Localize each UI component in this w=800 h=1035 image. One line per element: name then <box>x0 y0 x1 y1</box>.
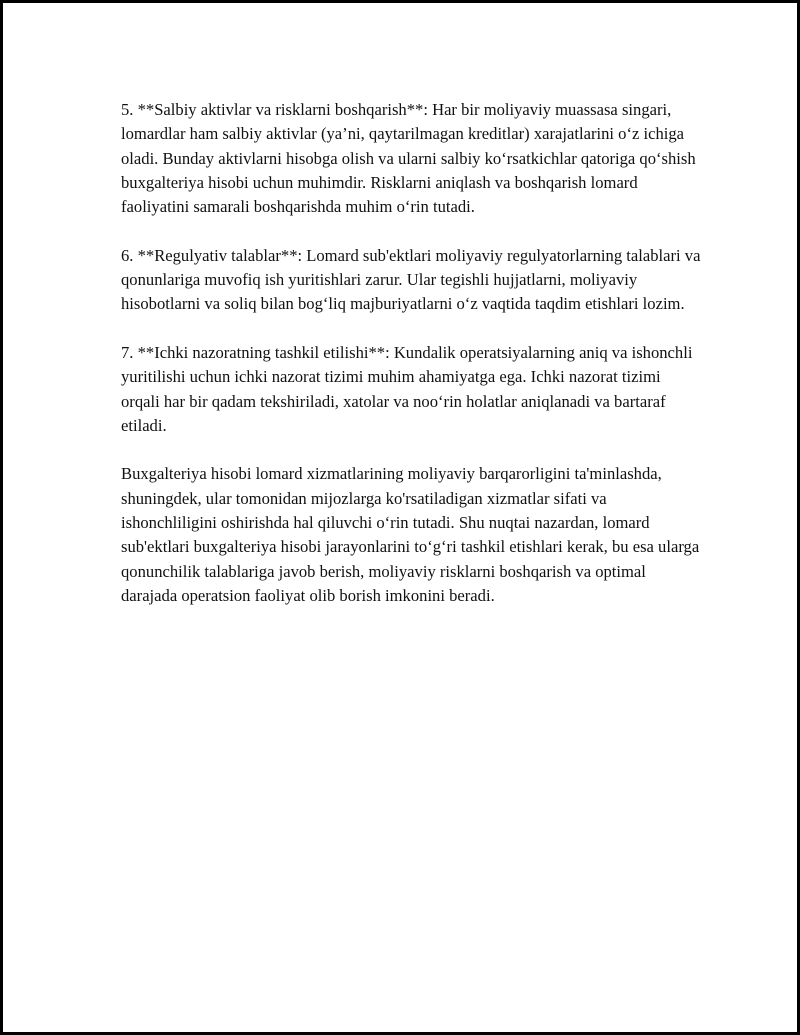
paragraph-conclusion: Buxgalteriya hisobi lomard xizmatlarining moliyaviy barqarorligini ta'minlashda, shuningdek, ular tomonidan mijozlarga ko'rsatiladigan xizmatlar sifati va ishonchliligini oshirishda hal qiluvchi o‘rin tutadi. Shu nuqtai nazardan, lomard sub'ektlari buxgalteriya hisobi jarayonlarini to‘g‘ri tashkil etishlari kerak, bu esa ularga qonunchilik talablariga javob berish, moliyaviy risklarni boshqarish va optimal darajada operatsion faoliyat olib borish imkonini beradi. <box>121 464 700 605</box>
paragraph-item-6-regulatory-requirements: 6. **Regulyativ talablar**: Lomard sub'ektlari moliyaviy regulyatorlarning talablari va qonunlariga muvofiq ish yuritishlari zarur. Ular tegishli hujjatlarni, moliyaviy hisobotlarni va soliq bilan bog‘liq majburiyatlarni o‘z vaqtida taqdim etishlari lozim. <box>121 245 701 314</box>
paragraph-item-5-negative-assets: 5. **Salbiy aktivlar va risklarni boshqarish**: Har bir moliyaviy muassasa singari, lomardlar ham salbiy aktivlar (ya’ni, qaytarilmagan kreditlar) xarajatlarini o‘z ichiga oladi. Bunday aktivlarni hisobga olish va ularni salbiy ko‘rsatkichlar qatoriga qo‘shish buxgalteriya hisobi uchun muhimdir. Risklarni aniqlash va boshqarish lomard faoliyatini samarali boshqarishda muhim o‘rin tutadi. <box>121 100 696 217</box>
document-body <box>121 98 701 608</box>
paragraph-item-7-internal-control: 7. **Ichki nazoratning tashkil etilishi**: Kundalik operatsiyalarning aniq va ishonchli yuritilishi uchun ichki nazorat tizimi muhim ahamiyatga ega. Ichki nazorat tizimi orqali har bir qadam tekshiriladi, xatolar va noo‘rin holatlar aniqlanadi va bartaraf etiladi. <box>121 342 693 435</box>
